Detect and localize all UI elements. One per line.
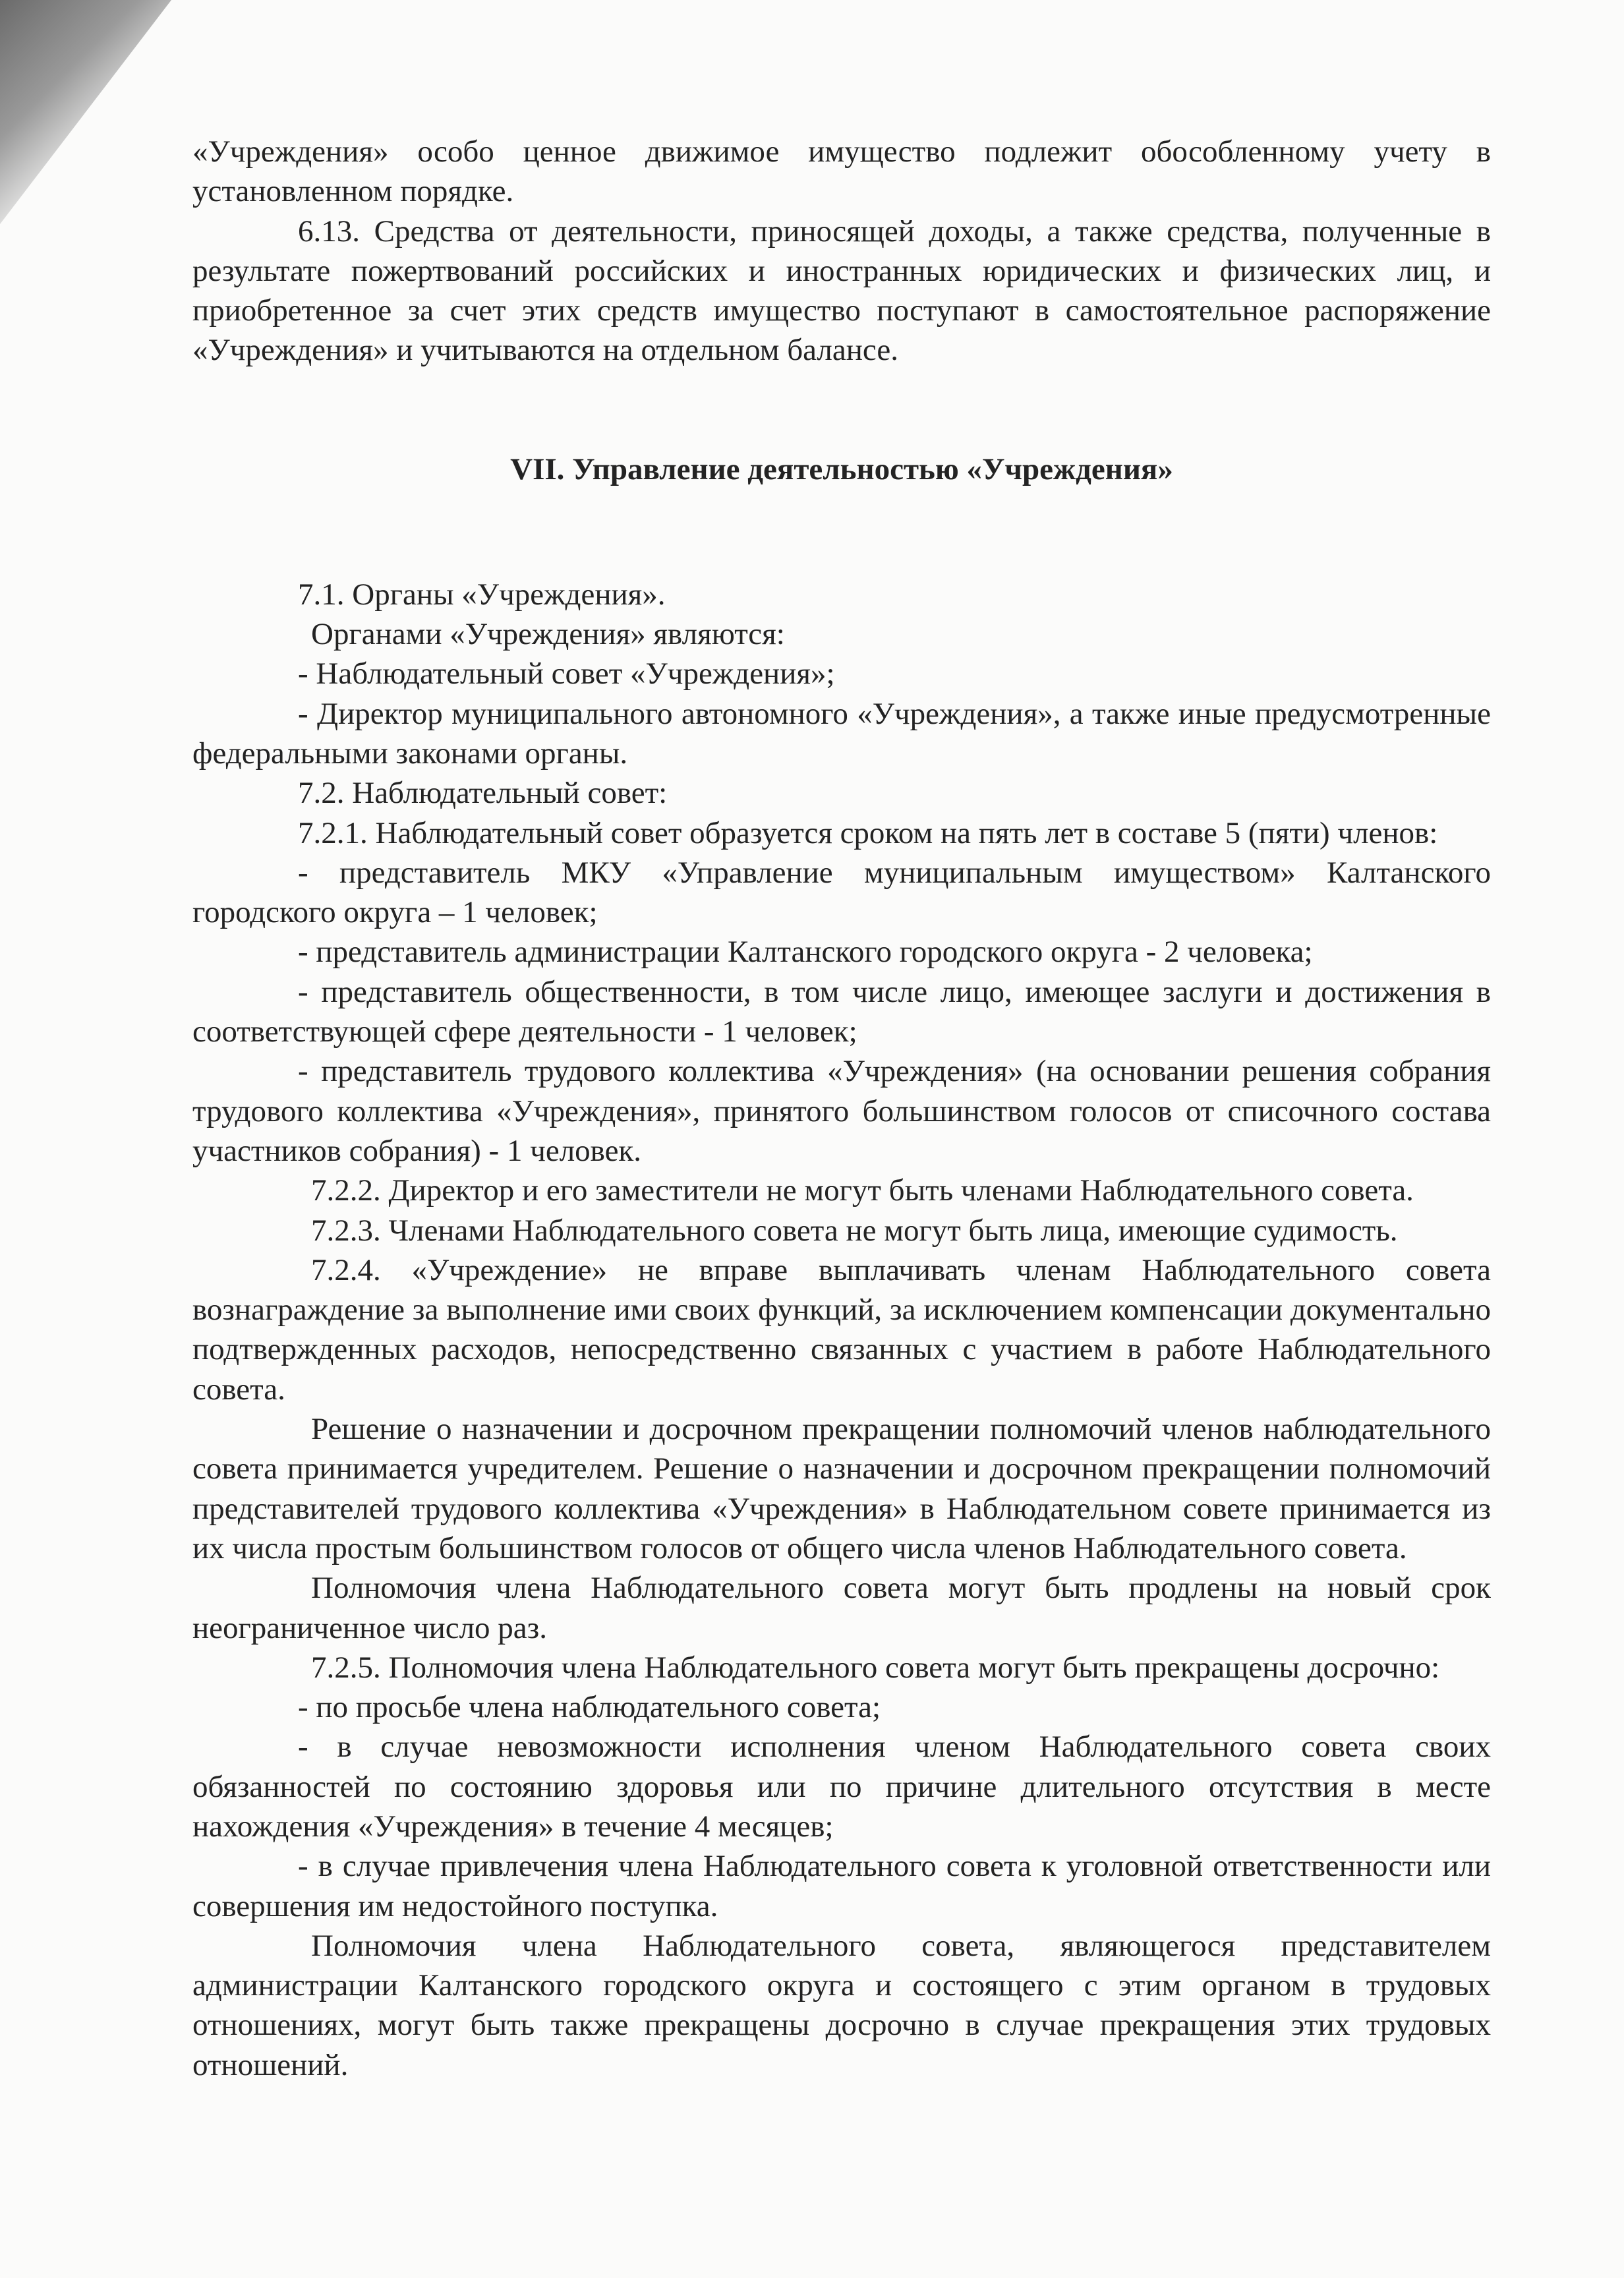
- list-item-public-representative: - представитель общественности, в том числе лицо, имеющее заслуги и достижения в соответствующей сфере деятельности - 1 человек;: [192, 974, 1491, 1049]
- list-item-inability: - в случае невозможности исполнения членом Наблюдательного совета своих обязанностей по состоянию здоровья или по причине длительного отсутствия в месте нахождения «Учреждения» в течение 4 месяцев;: [192, 1730, 1491, 1844]
- paragraph-6-13: 6.13. Средства от деятельности, приносящей доходы, а также средства, полученные в результате пожертвований российских и иностранных юридических и физических лиц, и приобретенное за счет этих средств имущество поступают в самостоятельное распоряжение «Учреждения» и учитываются на отдельном балансе.: [192, 214, 1491, 368]
- paragraph-7-2-5: 7.2.5. Полномочия члена Наблюдательного совета могут быть прекращены досрочно:: [311, 1650, 1440, 1685]
- paragraph-organs: Органами «Учреждения» являются:: [311, 617, 785, 652]
- spacer: [192, 370, 1491, 450]
- list-item-supervisory-board: - Наблюдательный совет «Учреждения»;: [298, 657, 835, 691]
- scan-shadow-corner: [0, 0, 171, 224]
- paragraph-continuation: «Учреждения» особо ценное движимое имущество подлежит обособленному учету в установленном порядке.: [192, 134, 1491, 209]
- paragraph-7-1: 7.1. Органы «Учреждения».: [298, 577, 666, 612]
- document-page: [192, 132, 1491, 2085]
- paragraph-7-2: 7.2. Наблюдательный совет:: [298, 776, 668, 811]
- paragraph-7-2-2: 7.2.2. Директор и его заместители не могут быть членами Наблюдательного совета.: [311, 1173, 1414, 1208]
- paragraph-7-2-3: 7.2.3. Членами Наблюдательного совета не могут быть лица, имеющие судимость.: [311, 1213, 1398, 1248]
- paragraph-7-2-1: 7.2.1. Наблюдательный совет образуется сроком на пять лет в составе 5 (пяти) членов:: [298, 815, 1438, 850]
- list-item-by-request: - по просьбе члена наблюдательного совета;: [298, 1690, 881, 1725]
- list-item-staff-representative: - представитель трудового коллектива «Учреждения» (на основании решения собрания трудового коллектива «Учреждения», принятого большинством голосов от списочного состава участников собрания) - 1 человек.: [192, 1054, 1491, 1168]
- paragraph-term-extension: Полномочия члена Наблюдательного совета могут быть продлены на новый срок неограниченное число раз.: [192, 1571, 1491, 1645]
- paragraph-appointment-decision: Решение о назначении и досрочном прекращении полномочий членов наблюдательного совета принимается учредителем. Решение о назначении и досрочном прекращении полномочий представителей трудового коллектива «Учреждения» в Наблюдательном совете принимается из их числа простым большинством голосов от общего числа членов Наблюдательного совета.: [192, 1412, 1491, 1565]
- paragraph-administration-member: Полномочия члена Наблюдательного совета, являющегося представителем администрации Калтанского городского округа и состоящего с этим органом в трудовых отношениях, могут быть также прекращены досрочно в случае прекращения этих трудовых отношений.: [192, 1928, 1491, 2082]
- spacer: [192, 489, 1491, 575]
- list-item-mku-representative: - представитель МКУ «Управление муниципальным имуществом» Калтанского городского округа – 1 человек;: [192, 855, 1491, 930]
- list-item-director: - Директор муниципального автономного «Учреждения», а также иные предусмотренные федеральными законами органы.: [192, 696, 1491, 771]
- paragraph-7-2-4: 7.2.4. «Учреждение» не вправе выплачивать членам Наблюдательного совета вознаграждение за выполнение ими своих функций, за исключением компенсации документально подтвержденных расходов, непосредственно связанных с участием в работе Наблюдательного совета.: [192, 1252, 1491, 1407]
- section-heading: VII. Управление деятельностью «Учреждения»: [510, 452, 1173, 486]
- list-item-administration-representative: - представитель администрации Калтанского городского округа - 2 человека;: [298, 935, 1313, 970]
- list-item-criminal-liability: - в случае привлечения члена Наблюдательного совета к уголовной ответственности или совершения им недостойного поступка.: [192, 1849, 1491, 1923]
